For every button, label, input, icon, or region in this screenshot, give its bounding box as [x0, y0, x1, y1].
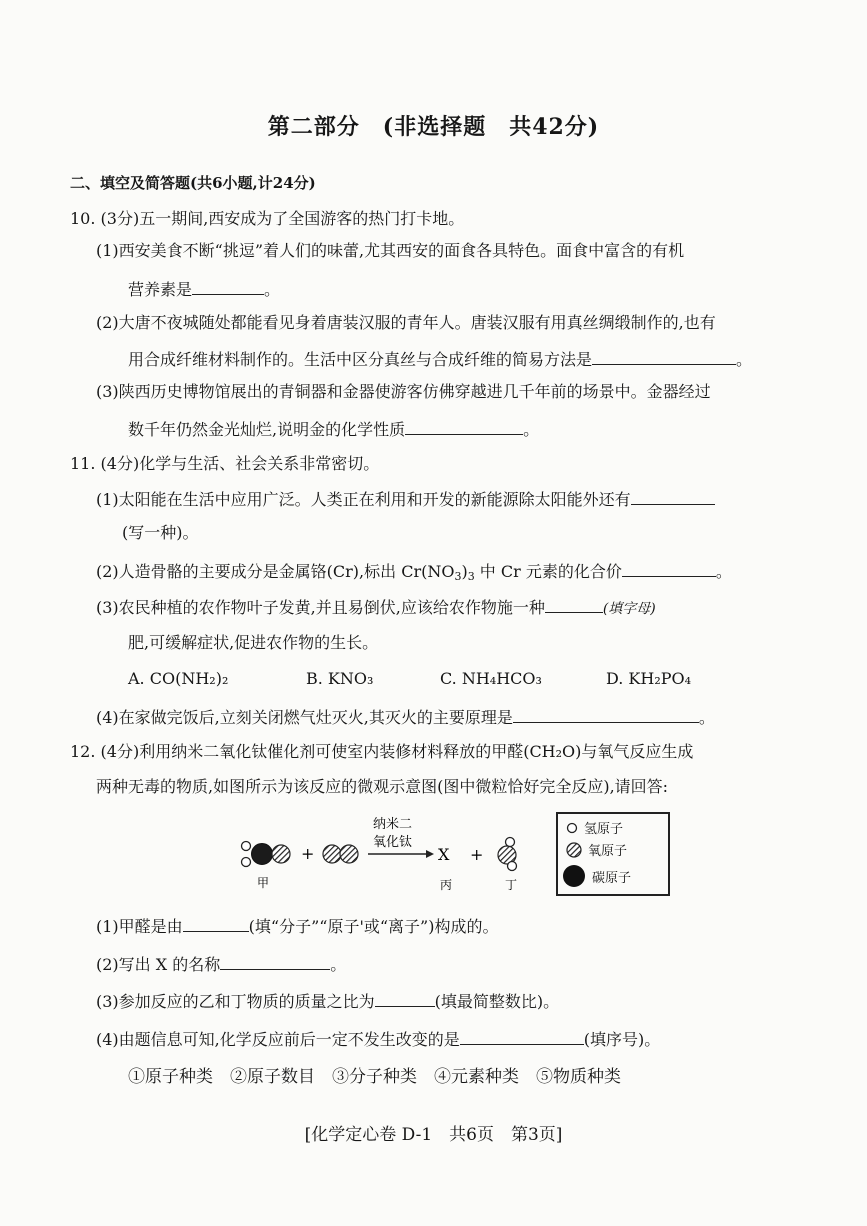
- carbon-atom-icon: [562, 864, 586, 888]
- q10-stem: 10. (3分)五一期间,西安成为了全国游客的热门打卡地。: [70, 209, 465, 228]
- label-jia: 甲: [257, 876, 270, 890]
- oxygen-molecule: [323, 845, 358, 863]
- q11-answer-blank-1[interactable]: [631, 488, 715, 505]
- section-heading: 二、填空及简答题(共6小题,计24分): [70, 174, 316, 192]
- q11-part3-line2: 肥,可缓解症状,促进农作物的生长。: [128, 633, 379, 652]
- q12-part2: (2)写出 X 的名称 。: [96, 955, 347, 974]
- q12-stem-line2: 两种无毒的物质,如图所示为该反应的微观示意图(图中微粒恰好完全反应),请回答:: [96, 777, 669, 796]
- q11-part1-line2: (写一种)。: [122, 523, 199, 542]
- q10-part2-line1: (2)大唐不夜城随处都能看见身着唐装汉服的青年人。唐装汉服有用真丝绸缎制作的,也有: [96, 313, 716, 332]
- q11-part2: (2)人造骨骼的主要成分是金属铬(Cr),标出 $Cr(NO_3)_3$ 中 Cr 元素的化合价 。: [96, 562, 732, 583]
- q10-part1-line1: (1)西安美食不断“挑逗”着人们的味蕾,尤其西安的面食各具特色。面食中富含的有机: [96, 241, 685, 260]
- q11-answer-blank-4[interactable]: [513, 706, 699, 723]
- reaction-arrow: [368, 850, 434, 858]
- q11-answer-blank-3[interactable]: [545, 596, 603, 613]
- page-title: 第二部分 (非选择题 共42分): [267, 114, 600, 140]
- atom-legend: [556, 812, 670, 896]
- q12-choices: ①原子种类 ②原子数目 ③分子种类 ④元素种类 ⑤物质种类: [128, 1067, 621, 1087]
- q11-stem: 11. (4分)化学与生活、社会关系非常密切。: [70, 454, 380, 473]
- q12-answer-blank-3[interactable]: [375, 990, 435, 1007]
- q12-part3: (3)参加反应的乙和丁物质的质量之比为 (填最简整数比)。: [96, 992, 560, 1011]
- q11-option-a: A. CO(NH₂)₂: [128, 669, 229, 688]
- legend-hydrogen: 氢原子: [566, 818, 623, 837]
- label-bing: 丙: [440, 878, 453, 892]
- oxygen-atom-icon: [566, 842, 582, 858]
- reaction-diagram: [230, 808, 560, 898]
- q11-option-b: B. KNO₃: [306, 669, 374, 688]
- catalyst-label-top: 纳米二: [373, 817, 413, 832]
- q10-answer-blank-2[interactable]: [592, 348, 736, 365]
- q12-answer-blank-1[interactable]: [183, 915, 249, 932]
- q10-part2-line2: 用合成纤维材料制作的。生活中区分真丝与合成纤维的简易方法是 。: [128, 350, 753, 369]
- catalyst-label-bottom: 氧化钛: [373, 835, 413, 850]
- plus-sign-1: +: [301, 844, 315, 863]
- q12-part4: (4)由题信息可知,化学反应前后一定不发生改变的是 (填序号)。: [96, 1030, 661, 1049]
- q10-part3-line2: 数千年仍然金光灿烂,说明金的化学性质 。: [128, 420, 540, 439]
- q10-answer-blank-1[interactable]: [192, 278, 264, 295]
- q11-option-d: D. KH₂PO₄: [606, 669, 692, 688]
- hydrogen-atom-icon: [566, 822, 578, 834]
- q12-answer-blank-2[interactable]: [220, 953, 330, 970]
- q11-part3-line1: (3)农民种植的农作物叶子发黄,并且易倒伏,应该给农作物施一种 (填字母): [96, 598, 656, 617]
- legend-oxygen: 氧原子: [566, 840, 627, 859]
- q10-part3-line1: (3)陕西历史博物馆展出的青铜器和金器使游客仿佛穿越进几千年前的场景中。金器经过: [96, 382, 711, 401]
- q12-answer-blank-4[interactable]: [460, 1028, 584, 1045]
- water-molecule: [498, 838, 517, 871]
- q11-option-c: C. NH₄HCO₃: [440, 669, 542, 688]
- formaldehyde-molecule: [242, 842, 291, 867]
- q10-part1-line2: 营养素是 。: [128, 280, 281, 299]
- legend-carbon: 碳原子: [562, 864, 631, 888]
- q10-answer-blank-3[interactable]: [405, 418, 523, 435]
- product-x: X: [438, 845, 450, 864]
- q12-part1: (1)甲醛是由 (填“分子”“原子'或“离子”)构成的。: [96, 917, 499, 936]
- q11-part4: (4)在家做完饭后,立刻关闭燃气灶灭火,其灭火的主要原理是 。: [96, 708, 715, 727]
- label-ding: 丁: [505, 878, 518, 892]
- q12-stem-line1: 12. (4分)利用纳米二氧化钛催化剂可使室内装修材料释放的甲醛(CH₂O)与氧气反应生成: [70, 742, 694, 761]
- q11-answer-blank-2[interactable]: [622, 560, 716, 577]
- q11-part1-line1: (1)太阳能在生活中应用广泛。人类正在利用和开发的新能源除太阳能外还有: [96, 488, 715, 511]
- plus-sign-2: +: [470, 845, 484, 864]
- page-footer: [化学定心卷 D-1 共6页 第3页]: [304, 1125, 563, 1145]
- q10-part1-text: 营养素是: [128, 280, 193, 299]
